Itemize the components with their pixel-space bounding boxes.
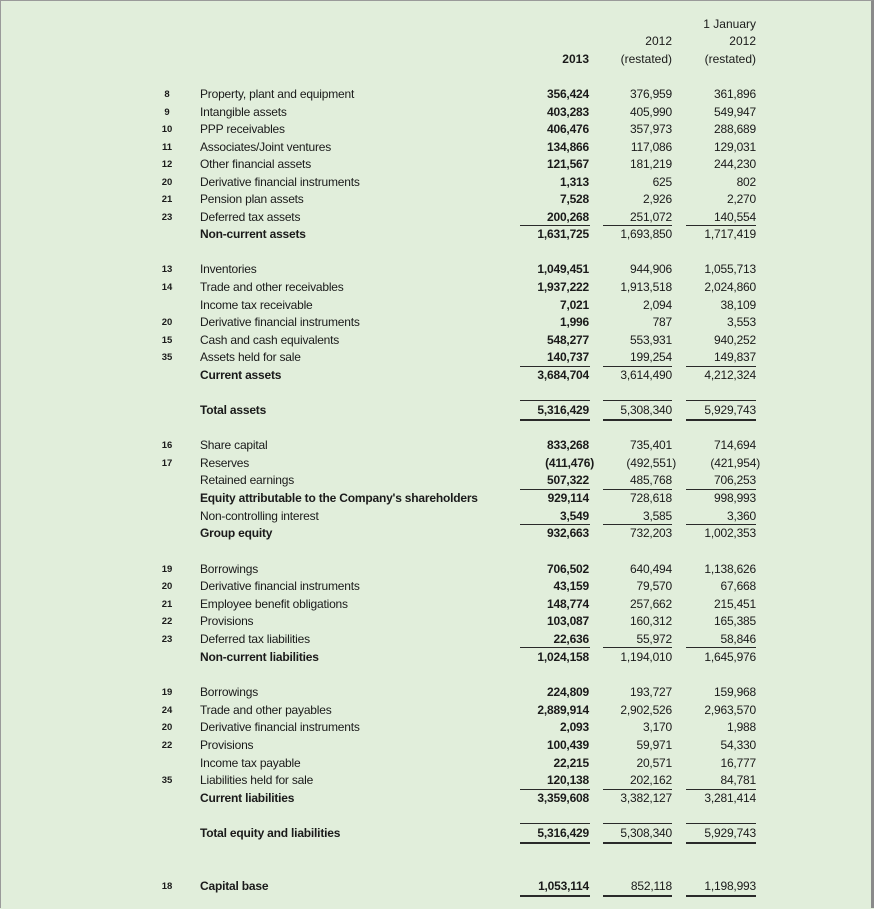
col-header-2012-line2: 2012 — [645, 34, 672, 48]
row-label: Cash and cash equivalents — [200, 333, 340, 347]
total-rule-bottom — [520, 842, 590, 844]
table-row — [1, 631, 872, 649]
value-2013: 1,053,114 — [538, 879, 589, 893]
note-number: 20 — [161, 177, 173, 188]
value-2013: 134,866 — [547, 140, 589, 154]
table-row — [1, 508, 872, 526]
row-label: Group equity — [200, 526, 273, 540]
row-label: Borrowings — [200, 562, 259, 576]
row-label: Current liabilities — [200, 791, 295, 805]
value-2012: 3,382,127 — [620, 791, 672, 805]
row-label: PPP receivables — [200, 122, 285, 136]
value-jan-2012: 2,270 — [726, 192, 756, 206]
row-label: Borrowings — [200, 685, 259, 699]
value-2012: 732,203 — [630, 526, 672, 540]
value-2012: 199,254 — [630, 350, 672, 364]
value-jan-2012: (421,954) — [710, 456, 760, 470]
value-2012: 2,902,526 — [620, 703, 672, 717]
value-2013: 406,476 — [547, 122, 589, 136]
total-row-assets — [1, 402, 872, 420]
value-2012: 3,585 — [642, 509, 672, 523]
value-2012: 376,959 — [630, 87, 672, 101]
table-row — [1, 332, 872, 350]
value-2013: 932,663 — [547, 526, 589, 540]
value-jan-2012: 714,694 — [714, 438, 756, 452]
row-label: Current assets — [200, 368, 282, 382]
note-number: 19 — [161, 564, 173, 575]
row-label: Associates/Joint ventures — [200, 140, 332, 154]
table-row — [1, 596, 872, 614]
subtotal-rule — [520, 647, 590, 648]
note-number: 35 — [161, 775, 173, 786]
value-2012: 257,662 — [630, 597, 672, 611]
value-2012: 20,571 — [636, 756, 672, 770]
value-2012: 3,170 — [642, 720, 672, 734]
row-label: Derivative financial instruments — [200, 720, 360, 734]
value-2012: 160,312 — [630, 614, 672, 628]
value-jan-2012: 1,002,353 — [704, 526, 756, 540]
note-number: 16 — [161, 440, 173, 451]
value-jan-2012: 215,451 — [714, 597, 756, 611]
value-2012: 193,727 — [630, 685, 672, 699]
note-number: 23 — [161, 634, 173, 645]
table-row — [1, 684, 872, 702]
value-jan-2012: 3,553 — [726, 315, 756, 329]
table-row — [1, 561, 872, 579]
value-jan-2012: 1,717,419 — [704, 227, 756, 241]
table-row — [1, 314, 872, 332]
subtotal-row-group-equity — [1, 525, 872, 543]
table-row — [1, 156, 872, 174]
table-row — [1, 191, 872, 209]
value-jan-2012: 159,968 — [714, 685, 756, 699]
value-2013: 2,889,914 — [537, 703, 589, 717]
table-row — [1, 702, 872, 720]
row-label: Property, plant and equipment — [200, 87, 355, 101]
value-jan-2012: 67,668 — [720, 579, 756, 593]
value-jan-2012: 4,212,324 — [704, 368, 756, 382]
value-2013: 3,684,704 — [537, 368, 589, 382]
value-jan-2012: 1,055,713 — [704, 262, 756, 276]
total-rule-bottom — [603, 895, 672, 897]
table-row — [1, 455, 872, 473]
col-header-jan2012-line1: 1 January — [703, 17, 756, 31]
value-2013: 5,316,429 — [537, 826, 589, 840]
table-row — [1, 578, 872, 596]
value-2012: 735,401 — [630, 438, 672, 452]
value-2013: 7,528 — [559, 192, 589, 206]
note-number: 23 — [161, 212, 173, 223]
value-2012: 202,162 — [630, 773, 672, 787]
value-2012: 485,768 — [630, 473, 672, 487]
total-rule-bottom — [520, 419, 590, 421]
value-2013: 100,439 — [547, 738, 589, 752]
table-row — [1, 772, 872, 790]
row-label: Derivative financial instruments — [200, 315, 360, 329]
value-jan-2012: 1,988 — [726, 720, 756, 734]
value-2012: 5,308,340 — [620, 826, 672, 840]
value-jan-2012: 54,330 — [720, 738, 756, 752]
balance-sheet — [1, 1, 872, 909]
value-jan-2012: 2,024,860 — [704, 280, 756, 294]
value-2013: 507,322 — [547, 473, 589, 487]
table-row — [1, 121, 872, 139]
value-2012: 5,308,340 — [620, 403, 672, 417]
value-2013: 120,138 — [547, 773, 589, 787]
row-label: Pension plan assets — [200, 192, 304, 206]
note-number: 18 — [161, 881, 173, 892]
value-2013: 403,283 — [547, 105, 589, 119]
value-jan-2012: 16,777 — [720, 756, 756, 770]
value-2012: 1,693,850 — [620, 227, 672, 241]
value-jan-2012: 1,198,993 — [704, 879, 756, 893]
subtotal-rule — [686, 647, 756, 648]
value-2013: 1,024,158 — [537, 650, 589, 664]
row-label: Total assets — [200, 403, 267, 417]
row-label: Liabilities held for sale — [200, 773, 314, 787]
note-number: 17 — [161, 458, 173, 469]
total-rule-bottom — [686, 842, 756, 844]
value-jan-2012: 244,230 — [714, 157, 756, 171]
note-number: 14 — [161, 282, 173, 293]
row-label: Non-current assets — [200, 227, 306, 241]
value-jan-2012: 998,993 — [714, 491, 756, 505]
col-header-2013: 2013 — [562, 52, 589, 66]
table-row — [1, 104, 872, 122]
value-2013: 121,567 — [547, 157, 589, 171]
col-header-2012-line3: (restated) — [620, 52, 672, 66]
table-row — [1, 719, 872, 737]
total-rule-bottom — [520, 895, 590, 897]
value-2013: 929,114 — [547, 491, 589, 505]
row-label: Assets held for sale — [200, 350, 301, 364]
row-label: Non-controlling interest — [200, 509, 319, 523]
row-label: Provisions — [200, 614, 254, 628]
value-2012: 944,906 — [630, 262, 672, 276]
table-row — [1, 174, 872, 192]
row-label: Other financial assets — [200, 157, 311, 171]
value-jan-2012: 165,385 — [714, 614, 756, 628]
note-number: 21 — [161, 599, 173, 610]
value-2012: 1,194,010 — [620, 650, 672, 664]
note-number: 35 — [161, 352, 173, 363]
value-2013: 548,277 — [547, 333, 589, 347]
value-jan-2012: 802 — [736, 175, 756, 189]
value-2013: 148,774 — [547, 597, 589, 611]
table-row — [1, 297, 872, 315]
note-number: 20 — [161, 722, 173, 733]
value-2012: 79,570 — [636, 579, 672, 593]
total-rule-top — [686, 823, 756, 824]
total-rule-top — [686, 400, 756, 401]
value-2013: 1,996 — [559, 315, 589, 329]
row-label: Trade and other receivables — [200, 280, 344, 294]
table-row — [1, 139, 872, 157]
table-row — [1, 279, 872, 297]
subtotal-row-current-assets — [1, 367, 872, 385]
value-2013: 200,268 — [547, 210, 589, 224]
value-2013: 2,093 — [559, 720, 589, 734]
value-2013: 356,424 — [547, 87, 589, 101]
note-number: 10 — [161, 124, 173, 135]
note-number: 12 — [161, 159, 173, 170]
value-2013: 103,087 — [547, 614, 589, 628]
value-2013: 3,359,608 — [537, 791, 589, 805]
value-2012: 553,931 — [630, 333, 672, 347]
total-rule-top — [603, 823, 672, 824]
value-2013: 7,021 — [559, 298, 589, 312]
row-label: Inventories — [200, 262, 257, 276]
value-2012: 1,913,518 — [620, 280, 672, 294]
total-rule-bottom — [603, 419, 672, 421]
note-number: 22 — [161, 740, 173, 751]
row-label: Derivative financial instruments — [200, 175, 360, 189]
value-jan-2012: 149,837 — [714, 350, 756, 364]
value-jan-2012: 549,947 — [714, 105, 756, 119]
value-jan-2012: 940,252 — [714, 333, 756, 347]
row-label: Equity attributable to the Company's shareholders — [200, 491, 478, 505]
row-label: Capital base — [200, 879, 269, 893]
total-row-capital-base — [1, 878, 872, 896]
value-jan-2012: 58,846 — [720, 632, 756, 646]
value-2012: 357,973 — [630, 122, 672, 136]
note-number: 20 — [161, 317, 173, 328]
table-row — [1, 437, 872, 455]
total-rule-bottom — [603, 842, 672, 844]
value-2012: 728,618 — [630, 491, 672, 505]
total-rule-top — [520, 400, 590, 401]
subtotal-row-current-liabilities — [1, 790, 872, 808]
value-2012: 59,971 — [636, 738, 672, 752]
value-2013: 224,809 — [547, 685, 589, 699]
table-row — [1, 209, 872, 227]
value-jan-2012: 3,281,414 — [704, 791, 756, 805]
note-number: 24 — [161, 705, 173, 716]
row-label: Retained earnings — [200, 473, 295, 487]
value-2013: 1,313 — [559, 175, 589, 189]
total-rule-top — [520, 823, 590, 824]
value-2013: 706,502 — [547, 562, 589, 576]
row-label: Deferred tax liabilities — [200, 632, 310, 646]
value-2012: 787 — [652, 315, 672, 329]
value-jan-2012: 1,138,626 — [704, 562, 756, 576]
value-jan-2012: 140,554 — [714, 210, 756, 224]
value-2013: 1,049,451 — [537, 262, 589, 276]
total-row-equity-liabilities — [1, 825, 872, 843]
note-number: 9 — [164, 107, 170, 118]
value-2013: 43,159 — [553, 579, 589, 593]
value-jan-2012: 129,031 — [714, 140, 756, 154]
row-label: Derivative financial instruments — [200, 579, 360, 593]
total-rule-bottom — [686, 419, 756, 421]
value-2012: 3,614,490 — [620, 368, 672, 382]
row-label: Deferred tax assets — [200, 210, 301, 224]
table-row — [1, 86, 872, 104]
table-row — [1, 472, 872, 490]
value-jan-2012: 361,896 — [714, 87, 756, 101]
row-label: Employee benefit obligations — [200, 597, 348, 611]
value-jan-2012: 1,645,976 — [704, 650, 756, 664]
row-label: Share capital — [200, 438, 268, 452]
col-header-jan2012-line2: 2012 — [729, 34, 756, 48]
row-label: Reserves — [200, 456, 250, 470]
row-label: Provisions — [200, 738, 254, 752]
value-2012: 640,494 — [630, 562, 672, 576]
subtotal-row-non-current-assets — [1, 226, 872, 244]
subtotal-rule — [603, 647, 672, 648]
note-number: 19 — [161, 687, 173, 698]
value-2012: 625 — [652, 175, 672, 189]
total-rule-top — [603, 400, 672, 401]
value-jan-2012: 3,360 — [726, 509, 756, 523]
value-2013: (411,476) — [545, 456, 594, 470]
value-jan-2012: 2,963,570 — [704, 703, 756, 717]
table-row — [1, 755, 872, 773]
table-row — [1, 613, 872, 631]
value-jan-2012: 38,109 — [720, 298, 756, 312]
table-row — [1, 261, 872, 279]
value-2013: 1,937,222 — [537, 280, 589, 294]
row-label: Total equity and liabilities — [200, 826, 341, 840]
value-jan-2012: 84,781 — [720, 773, 756, 787]
value-2013: 1,631,725 — [537, 227, 589, 241]
row-label: Trade and other payables — [200, 703, 332, 717]
value-jan-2012: 5,929,743 — [704, 403, 756, 417]
note-number: 21 — [161, 194, 173, 205]
value-2013: 22,215 — [553, 756, 589, 770]
table-row — [1, 349, 872, 367]
value-jan-2012: 5,929,743 — [704, 826, 756, 840]
note-number: 20 — [161, 581, 173, 592]
value-2013: 140,737 — [547, 350, 589, 364]
row-label: Income tax receivable — [200, 298, 313, 312]
value-2012: 117,086 — [630, 140, 672, 154]
row-label: Non-current liabilities — [200, 650, 319, 664]
subtotal-row-non-current-liabilities — [1, 649, 872, 667]
note-number: 15 — [161, 335, 173, 346]
note-number: 8 — [164, 89, 170, 100]
value-2013: 3,549 — [559, 509, 589, 523]
note-number: 22 — [161, 616, 173, 627]
col-header-jan2012-line3: (restated) — [704, 52, 756, 66]
value-2012: 181,219 — [630, 157, 672, 171]
value-2013: 22,636 — [553, 632, 589, 646]
value-2013: 833,268 — [547, 438, 589, 452]
row-label: Income tax payable — [200, 756, 301, 770]
value-2012: (492,551) — [626, 456, 676, 470]
subtotal-row-equity-attributable — [1, 490, 872, 508]
table-row — [1, 737, 872, 755]
value-2013: 5,316,429 — [537, 403, 589, 417]
note-number: 11 — [161, 142, 173, 153]
value-2012: 405,990 — [630, 105, 672, 119]
value-2012: 852,118 — [630, 879, 672, 893]
value-jan-2012: 706,253 — [714, 473, 756, 487]
value-2012: 55,972 — [636, 632, 672, 646]
total-rule-bottom — [686, 895, 756, 897]
value-2012: 2,094 — [642, 298, 672, 312]
value-2012: 2,926 — [642, 192, 672, 206]
value-jan-2012: 288,689 — [714, 122, 756, 136]
value-2012: 251,072 — [630, 210, 672, 224]
note-number: 13 — [161, 264, 173, 275]
row-label: Intangible assets — [200, 105, 287, 119]
